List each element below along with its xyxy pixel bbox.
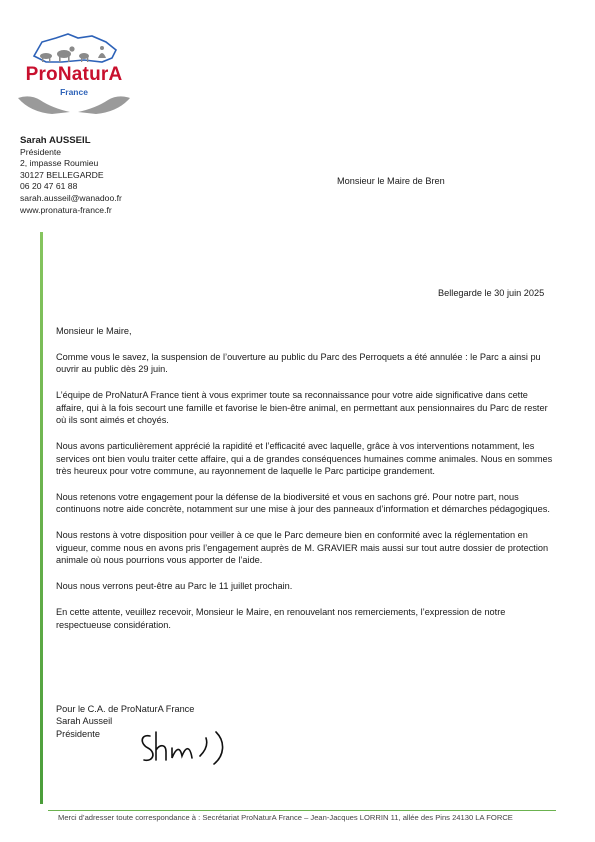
- logo-name: ProNaturA: [25, 64, 123, 85]
- paragraph: En cette attente, veuillez recevoir, Monsieur le Maire, en renouvelant nos remerciements, l’expression de notre respectueuse considération.: [56, 607, 506, 630]
- paragraph: Comme vous le savez, la suspension de l’ouverture au public du Parc des Perroquets a été annulée : le Parc a ainsi pu ouvrir au public dès 29 juin.: [56, 352, 541, 375]
- salutation: Monsieur le Maire,: [56, 326, 132, 336]
- closing-title: Présidente: [56, 728, 100, 739]
- pronatura-logo: [12, 28, 136, 120]
- handwritten-signature: [136, 726, 232, 772]
- sender-title: Présidente: [20, 146, 62, 157]
- sender-email: sarah.ausseil@wanadoo.fr: [20, 192, 122, 203]
- footer-rule: [48, 810, 556, 811]
- paragraph: Nous nous verrons peut-être au Parc le 11 juillet prochain.: [56, 581, 293, 592]
- recipient: Monsieur le Maire de Bren: [337, 176, 445, 186]
- sender-name: Sarah AUSSEIL: [20, 135, 91, 146]
- sender-website: www.pronatura-france.fr: [20, 204, 112, 215]
- paragraph: L’équipe de ProNaturA France tient à vous exprimer toute sa reconnaissance pour votre aide significative dans cette affaire, qui à la fois secourt une famille et favorise le bien-être animal, en permettant aux pensionnaires du Parc de rester où ils sont aimés et choyés.: [56, 390, 548, 426]
- sender-city: 30127 BELLEGARDE: [20, 169, 104, 180]
- logo-subtitle: France: [60, 87, 88, 97]
- margin-bar: [40, 232, 43, 804]
- right-hand-icon: [78, 96, 130, 114]
- animals-silhouette-icon: [40, 46, 106, 62]
- paragraph: Nous retenons votre engagement pour la défense de la biodiversité et vous en sachons gré. Pour notre part, nous continuons notre aide concrète, notamment sur une mise à jour des panneaux d’information et démarches pédagogiques.: [56, 492, 550, 515]
- footer-address: Merci d’adresser toute correspondance à : Secrétariat ProNaturA France – Jean-Jacques LORRIN 11, allée des Pins 24130 LA FORCE: [58, 813, 513, 822]
- letter-body: [56, 325, 556, 645]
- closing-line: Pour le C.A. de ProNaturA France: [56, 704, 195, 714]
- closing-signer: Sarah Ausseil: [56, 716, 113, 727]
- date-line: Bellegarde le 30 juin 2025: [438, 288, 545, 298]
- paragraph: Nous restons à votre disposition pour veiller à ce que le Parc demeure bien en conformité avec la réglementation en vigueur, comme nous en avons pris l’engagement auprès de M. GRAVIER mais aussi sur tout autre dossier de protection animale où nous pourrions vous apporter de l’aide.: [56, 530, 549, 566]
- sender-phone: 06 20 47 61 88: [20, 181, 78, 192]
- sender-block: [20, 135, 122, 216]
- paragraph: Nous avons particulièrement apprécié la rapidité et l’efficacité avec laquelle, grâce à vos interventions notamment, les services ont bien voulu traiter cette affaire, qui a de grandes conséquences humaines comme animales. Nous en sommes très heureux pour votre commune, au rayonnement de laquelle le Parc participe grandement.: [56, 441, 553, 477]
- left-hand-icon: [18, 96, 70, 114]
- sender-street: 2, impasse Roumieu: [20, 158, 99, 169]
